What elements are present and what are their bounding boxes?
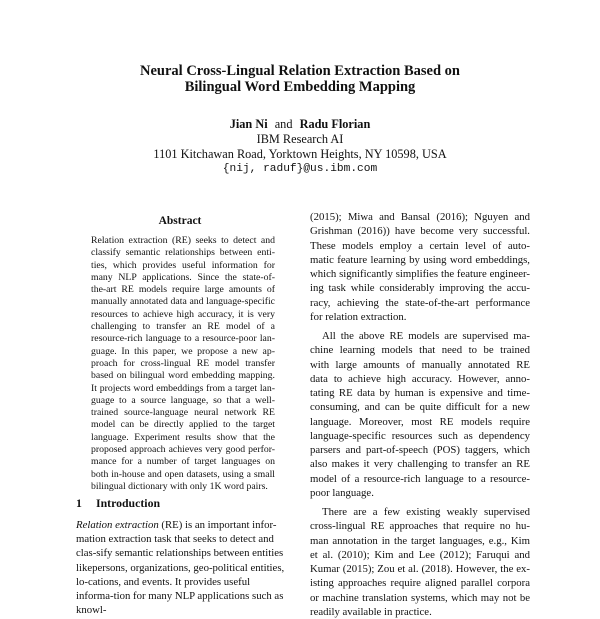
abstract-line: It projects word embeddings from a target lan- (91, 382, 275, 394)
paragraph-1-line: for relation extraction. (310, 310, 407, 323)
abstract-line: model can be directly applied to the target (91, 419, 275, 431)
paper-title (0, 63, 600, 95)
abstract-line: trained source-language neural network RE (91, 407, 275, 419)
paragraph-1-line: These models employ a certain level of auto- (310, 239, 530, 252)
section-heading-introduction (76, 496, 160, 511)
introduction-body (76, 518, 290, 617)
paragraph-3-line: There are a few existing weakly supervised (322, 506, 530, 518)
paragraph-2-line: poor language. (310, 486, 374, 499)
section-title: Introduction (96, 496, 161, 510)
paragraph-1-line: which significantly simplifies the feature engineer- (310, 268, 530, 280)
paragraph-3-line: et al. (2010); Kim and Lee (2012); Faruqui and (310, 548, 530, 561)
abstract-line: ties, which provides useful information for (91, 259, 275, 271)
abstract-line: resources to achieve high accuracy, it is very (91, 308, 275, 320)
abstract-line: both in-house and open datasets, using a small (91, 468, 275, 480)
title-line-2: Bilingual Word Embedding Mapping (184, 79, 416, 95)
paragraph-2-line: tating RE data by human is expensive and time- (310, 387, 530, 399)
abstract-line: mance for a number of target languages on (91, 456, 275, 468)
abstract-line: based on bilingual word embedding mapping. (91, 370, 275, 382)
intro-line: sify semantic relationships between entities like (76, 547, 284, 574)
affiliation: IBM Research AI (256, 132, 344, 146)
intro-term: Relation extraction (76, 519, 159, 531)
intro-line: persons, organizations, geo-political entities, lo- (76, 561, 285, 588)
paragraph-3-line: isting approaches require aligned parallel corpora (310, 577, 530, 590)
paragraph-2-line: chine learning models that need to be trained (310, 344, 530, 357)
abstract-line: Relation extraction (RE) seeks to detect and (91, 235, 275, 246)
paragraph-2-line: model of a resource-rich language to a resource- (310, 472, 530, 485)
abstract-line: resource-rich language to a resource-poor lan- (91, 333, 275, 345)
paragraph-3-line: Kumar (2015); Zou et al. (2018). However, the ex- (310, 563, 530, 575)
abstract-heading: Abstract (158, 215, 202, 227)
paragraph-3-line: readily available in practice. (310, 605, 432, 618)
paragraph-2-line: parsers and part-of-speech (POS) taggers, which (310, 444, 530, 456)
intro-line: cations, and events. It provides useful informa- (76, 575, 251, 603)
author-1-name: Jian Ni (229, 117, 268, 131)
paragraph-1-line: racy, achieving the state-of-the-art performance (310, 296, 530, 309)
title-line-1: Neural Cross-Lingual Relation Extraction Based on (140, 63, 460, 79)
paragraph-1-line: matic feature learning by using word embeddings, (310, 253, 530, 266)
abstract-line: manually annotated data and language-specific (91, 296, 275, 308)
author-line (0, 117, 600, 132)
paragraph-2-line: All the above RE models are supervised ma- (322, 330, 530, 342)
right-column (310, 210, 530, 619)
abstract-line: bilingual dictionary with only 1K word pairs. (91, 480, 268, 492)
paragraph-2-line: language-specific resources such as dependency (310, 429, 530, 442)
abstract-line: challenging to transfer an RE model of a (91, 321, 275, 333)
abstract-line: guage to a source language, so that a well- (91, 394, 275, 406)
paragraph-3-line: cross-lingual RE approaches that require no hu- (310, 520, 530, 533)
abstract-line: proposed approach achieves very good perfor- (91, 444, 275, 456)
paragraph-2-line: with large amounts of manually annotated RE (310, 358, 530, 371)
paragraph-1-line: Grishman (2016)) have become very successful. (310, 225, 530, 238)
paragraph-3-line: man annotation in the target languages, e.g., Kim (310, 534, 530, 547)
intro-line: tion for many NLP applications such as knowl- (76, 590, 284, 617)
intro-first-rest: (RE) is an important infor- (158, 519, 277, 531)
section-number: 1 (76, 496, 82, 510)
paragraph-2-line: consuming, and can be quite difficult for a new (310, 401, 530, 414)
abstract-line: the-art RE models require large amounts of (91, 284, 275, 296)
email: {nij, raduf}@us.ibm.com (222, 163, 378, 175)
paragraph-3-line: or machine translation systems, which may not be (310, 591, 530, 604)
author-block (0, 117, 600, 177)
intro-line (76, 519, 276, 531)
paragraph-1-line: (2015); Miwa and Bansal (2016); Nguyen and (310, 211, 530, 223)
author-2-name: Radu Florian (299, 117, 371, 131)
address: 1101 Kitchawan Road, Yorktown Heights, NY 10598, USA (153, 147, 447, 161)
paragraph-1-line: ing task while considerably improving the accu- (310, 282, 530, 295)
paragraph-2-line: data to achieve high accuracy. However, anno- (310, 372, 530, 385)
author-conjunction: and (274, 117, 293, 131)
abstract-line: many NLP applications. Since the state-of- (91, 271, 275, 283)
paragraph-2-line: language. Moreover, most RE models require (310, 415, 530, 428)
abstract-line: proach for cross-lingual RE model transfer (91, 357, 275, 369)
paragraph-2-line: also makes it very challenging to transfer an RE (310, 458, 530, 471)
abstract-line: classify semantic relationships between enti- (91, 247, 275, 259)
abstract-line: guage. In this paper, we propose a new ap- (91, 345, 275, 357)
abstract-line: language. Experiment results show that the (91, 431, 275, 443)
abstract-body (91, 235, 275, 493)
intro-line: mation extraction task that seeks to detect and clas- (76, 533, 274, 560)
